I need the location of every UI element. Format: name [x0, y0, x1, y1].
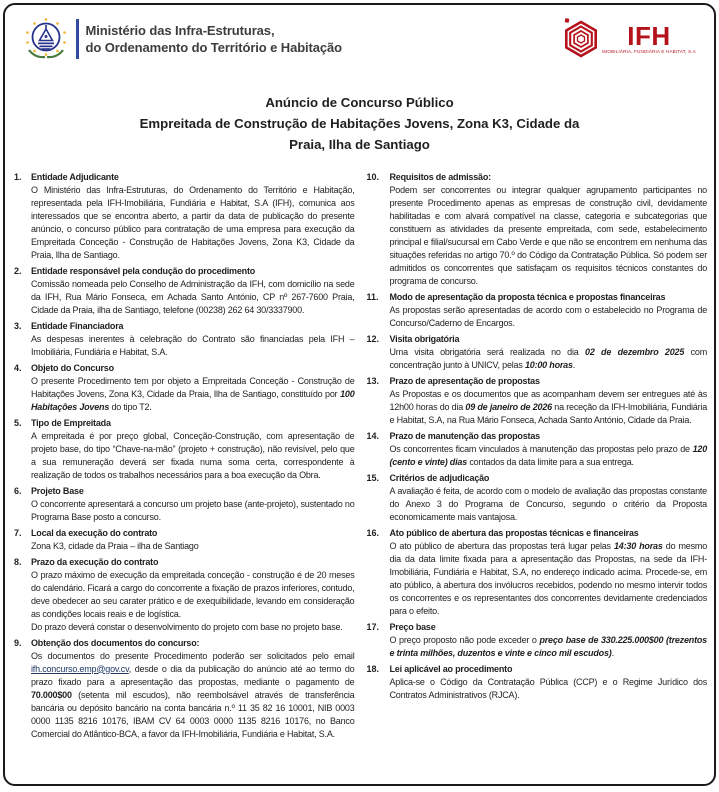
body-text: O prazo máximo de execução da empreitada conceção - construção é de 20 meses do calendário. Ficará a cargo do concorrente a fixação de prazos inferiores, contudo, deve obedecer ao seu carater prático e de exequibilidade, levando em consideração as condições locais reais e de logística.	[31, 569, 355, 619]
body-text: Aplica-se o Código da Contratação Pública (CCP) e o Regime Jurídico dos Contratos Administrativos (RJCA).	[389, 676, 707, 700]
section-number: 12.	[366, 333, 380, 344]
section-content	[31, 556, 355, 634]
section-paragraph	[390, 388, 708, 427]
section-content	[390, 472, 708, 524]
body-text: As despesas inerentes à celebração do Contrato são financiadas pela IFH – Imobiliária, Fundiária e Habitat, S.A.	[31, 333, 355, 357]
section-number: 2.	[14, 265, 22, 276]
section-heading: Visita obrigatória	[389, 333, 460, 344]
section-content	[31, 417, 355, 482]
ifh-logo-text: IFH	[627, 20, 671, 51]
document-header	[5, 5, 714, 74]
emphasis-text: 02 de dezembro 2025	[585, 346, 685, 357]
section-paragraph	[31, 498, 355, 524]
section-number: 16.	[366, 527, 380, 538]
section-paragraph	[31, 650, 355, 741]
section	[12, 362, 355, 414]
body-text: Do prazo deverá constar o desenvolvimento do projeto com base no projeto base.	[31, 621, 343, 632]
section	[365, 527, 708, 618]
section-content	[31, 527, 355, 553]
section-number: 17.	[366, 621, 380, 632]
email-link[interactable]: ifh.concurso.emp@gov.cv	[31, 663, 129, 674]
body-text: , desde o dia da publicação do anúncio até ao termo do prazo fixado para a apresentação das propostas, mediante o pagamento de	[31, 663, 355, 687]
body-text: .	[611, 647, 614, 658]
section-heading: Prazo de apresentação de propostas	[389, 375, 540, 386]
section-paragraph	[390, 485, 708, 524]
section-content	[31, 320, 355, 359]
section-content	[390, 663, 708, 702]
section-number: 6.	[14, 485, 22, 496]
bold-text: 70.000$00	[31, 689, 72, 700]
section-paragraph	[31, 278, 355, 317]
section-number: 18.	[366, 663, 380, 674]
section	[12, 637, 355, 741]
section	[12, 485, 355, 524]
document-frame	[3, 3, 716, 786]
section	[365, 621, 708, 660]
header-divider-bar	[76, 19, 79, 59]
body-text: O concorrente apresentará a concurso um projeto base (ante-projeto), sustentado no Programa Base posto a concurso.	[31, 498, 355, 522]
section-heading: Prazo da execução do contrato	[31, 556, 159, 567]
section-paragraph	[31, 430, 355, 482]
section-heading: Local da execução do contrato	[31, 527, 158, 538]
body-text: contados da data limite para a sua entrega.	[467, 456, 634, 467]
document-title	[124, 93, 596, 156]
section-heading: Lei aplicável ao procedimento	[389, 663, 513, 674]
section-number: 10.	[366, 171, 380, 182]
section-paragraph	[390, 676, 708, 702]
section-heading: Obtenção dos documentos do concurso:	[31, 637, 200, 648]
section-heading: Requisitos de admissão:	[389, 171, 491, 182]
section-heading: Modo de apresentação da proposta técnica e propostas financeiras	[389, 291, 666, 302]
section-number: 1.	[14, 171, 22, 182]
emphasis-text: 14:30 horas	[613, 540, 663, 551]
section-content	[31, 362, 355, 414]
section	[365, 333, 708, 372]
section-content	[31, 265, 355, 317]
ministry-name	[86, 22, 343, 56]
section-paragraph	[390, 443, 708, 469]
section	[12, 527, 355, 553]
emphasis-text: 100 Habitações Jovens	[31, 388, 355, 412]
body-text: Comissão nomeada pelo Conselho de Administração da IFH, com domicílio na sede da IFH, Rua Mário Fonseca, em Achada Santo António, CP nº 267-7600 Praia, Cidade da Praia, ilha de Santiago, telefone (00238) 262 64 30/3337900.	[31, 278, 355, 315]
section	[12, 417, 355, 482]
body-text: do tipo T2.	[109, 401, 152, 412]
body-text: Uma visita obrigatória será realizada no dia	[389, 346, 586, 357]
emphasis-text: 10:00 horas	[524, 359, 573, 370]
section-content	[390, 527, 708, 618]
section-paragraph	[31, 621, 355, 634]
emphasis-text: 09 de janeiro de 2026	[465, 401, 552, 412]
section	[12, 556, 355, 634]
body-text: Os concorrentes ficam vinculados à manutenção das propostas pelo prazo de	[389, 443, 693, 454]
section-heading: Critérios de adjudicação	[389, 472, 490, 483]
section-heading: Entidade responsável pela condução do procedimento	[31, 265, 256, 276]
body-text: As propostas serão apresentadas de acordo com o estabelecido no Programa de Concurso/Caderno de Encargos.	[389, 304, 707, 328]
section-heading: Preço base	[389, 621, 436, 632]
section-number: 9.	[14, 637, 22, 648]
section	[365, 430, 708, 469]
section-paragraph	[31, 184, 355, 262]
cape-verde-emblem-icon	[23, 16, 69, 62]
section-content	[390, 333, 708, 372]
body-text: (setenta mil escudos), não reembolsável através de transferência bancária ou depósito bancário na conta bancária n.º 11 35 82 16 10001, NIB 0003 0000 1135 8216 10176, IBAM CV 64 0003 0000 1135 8216 10176, no Banco Comercial do Atlântico-BCA, a favor da IFH-Imobiliária, Fundiária e Habitat, S.A.	[31, 689, 355, 739]
column-right	[365, 171, 708, 744]
section	[12, 171, 355, 262]
section-heading: Prazo de manutenção das propostas	[389, 430, 540, 441]
section-heading: Entidade Adjudicante	[31, 171, 119, 182]
body-text: O preço proposto não pode exceder o	[389, 634, 540, 645]
section-number: 13.	[366, 375, 380, 386]
section-paragraph	[390, 346, 708, 372]
section-heading: Tipo de Empreitada	[31, 417, 111, 428]
column-left	[12, 171, 355, 744]
section-number: 3.	[14, 320, 22, 331]
section-heading: Objeto do Concurso	[31, 362, 114, 373]
ifh-hexagon-icon	[562, 18, 600, 60]
section	[365, 375, 708, 427]
body-text: do mesmo dia da data limite fixada para a apresentação das Propostas, na sede da IFH-Imobiliária, Fundiária e Habitat, S.A, no endereço indicado acima. Procede-se, em ato público, à abertura dos invólucros recebidos, podendo no mesmo intervir todos os concorrentes e os representantes dos concorrentes devidamente credenciados para o efeito.	[389, 540, 708, 616]
section-content	[390, 291, 708, 330]
body-text: Os documentos do presente Procedimento poderão ser solicitados pelo email	[31, 650, 355, 661]
body-text: O presente Procedimento tem por objeto a Empreitada Conceção - Construção de Habitações Jovens, Zona K3, Cidade da Praia, Ilha de Santiago, constituído por	[31, 375, 355, 399]
section-number: 14.	[366, 430, 380, 441]
section	[365, 171, 708, 288]
section-number: 15.	[366, 472, 380, 483]
ministry-branding	[23, 16, 342, 62]
section-content	[31, 485, 355, 524]
section-paragraph	[31, 333, 355, 359]
section-paragraph	[390, 304, 708, 330]
section-heading: Ato público de abertura das propostas técnicas e financeiras	[389, 527, 639, 538]
section-content	[390, 430, 708, 469]
section	[365, 291, 708, 330]
section-heading: Entidade Financiadora	[31, 320, 124, 331]
section	[12, 265, 355, 317]
section	[12, 320, 355, 359]
section-paragraph	[390, 634, 708, 660]
section-content	[31, 637, 355, 741]
section-content	[390, 375, 708, 427]
section-paragraph	[31, 375, 355, 414]
ifh-wordmark	[601, 20, 696, 55]
section-heading: Projeto Base	[31, 485, 84, 496]
emphasis-text: 120 (cento e vinte) dias	[389, 443, 707, 467]
section-content	[31, 171, 355, 262]
body-text: Podem ser concorrentes ou integrar qualquer agrupamento participantes no presente Procedimento apenas as empresas de construção civil, devidamente habilitadas e com alvará compatível na classe, categoria e subcategorias que constituem as atividades da presente empreitada, com sede, estabelecimento principal e filial/sucursal em Cabo Verde e que não se encontrem em nenhuma das situações referidas no artigo 70.º do Código da Contratação Pública. Só podem ser admitidos os concorrentes que satisfaçam os requisitos técnicos constantes do programa de concurso.	[389, 184, 707, 286]
body-text: .	[572, 359, 576, 370]
ministry-name-line1: Ministério das Infra-Estruturas,	[85, 22, 275, 38]
section-paragraph	[31, 540, 355, 553]
section-number: 4.	[14, 362, 22, 373]
section	[365, 472, 708, 524]
section-number: 11.	[366, 291, 379, 302]
body-text: A avaliação é feita, de acordo com o modelo de avaliação das propostas constante do Anexo 3 do Programa de Concurso, segundo o critério da Proposta economicamente mais vantajosa.	[389, 485, 707, 522]
section	[365, 663, 708, 702]
document-body	[5, 156, 714, 744]
body-text: O Ministério das Infra-Estruturas, do Ordenamento do Território e Habitação, representada pela IFH-Imobiliária, Fundiária e Habitat, S.A (IFH), comunica aos interessados que se encontra aberto, a partir da data de publicação do presente anúncio, o concurso público para contratação de uma empresa para execução da Empreitada Conceção - Construção de Habitações Jovens, Zona K3, Cidade da Praia, Ilha de Santiago.	[31, 184, 355, 260]
body-text: na receção da IFH-Imobiliária, Fundiária e Habitat, S.A, na Rua Mário Fonseca, Achada Santo António, Cidade da Praia.	[389, 401, 708, 425]
document-title-line1: Anúncio de Concurso Público	[265, 95, 454, 110]
body-text: As Propostas e os documentos que as acompanham devem ser entregues até às 12h00 horas do dia	[389, 388, 707, 412]
section-number: 5.	[14, 417, 22, 428]
body-text: A empreitada é por preço global, Conceção-Construção, com apresentação de projeto base, do tipo “Chave-na-mão” (projeto + construção), não revisível, pelo que a sua remuneração deverá ser fixada numa soma certa, correspondente à realização de todos os trabalhos necessários para a boa execução da Obra.	[31, 430, 355, 480]
ifh-logo	[562, 18, 696, 60]
ifh-logo-caption: IMOBILIÁRIA, FUNDIÁRIA E HABITAT, S.A	[601, 49, 696, 55]
body-text: com concentração junto à UNICV, pelas	[389, 346, 708, 370]
section-content	[390, 171, 708, 288]
section-paragraph	[31, 569, 355, 621]
section-paragraph	[390, 184, 708, 288]
emphasis-text: preço base de 330.225.000$00 (trezentos e trinta milhões, duzentos e vinte e cinco mil escudos)	[389, 634, 707, 658]
document-title-line2: Empreitada de Construção de Habitações Jovens, Zona K3, Cidade da Praia, Ilha de Santiago	[139, 115, 580, 152]
section-number: 8.	[14, 556, 22, 567]
section-content	[390, 621, 708, 660]
section-paragraph	[390, 540, 708, 618]
ministry-name-line2: do Ordenamento do Território e Habitação	[85, 40, 343, 55]
body-text: Zona K3, cidade da Praia – ilha de Santiago	[31, 540, 199, 551]
body-text: O ato público de abertura das propostas terá lugar pelas	[389, 540, 614, 551]
section-number: 7.	[14, 527, 22, 538]
